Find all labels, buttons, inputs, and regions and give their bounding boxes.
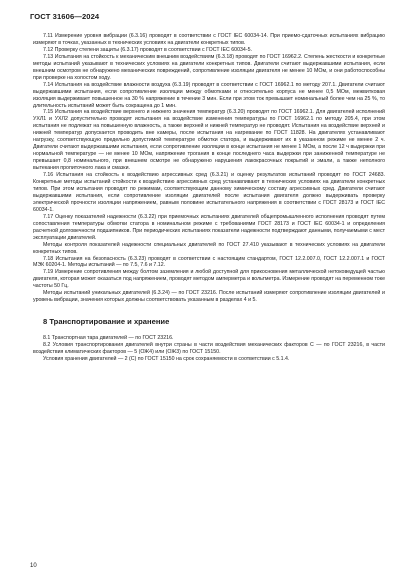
- paragraph: 7.16 Испытания на стойкость к воздействию агрессивных сред (6.3.21) и оценку результатов испытаний проводят по ГОСТ 24683. Конкретные методы испытаний стойкости к воздействию агрессивных сред устанавливают в технических условиях на двигатели конкретных типов. При этом испытания проводят по режимам, соответствующим данному химическому составу агрессивных сред. Двигатели считают выдержавшими испытания, если сопротивление изоляции двигателей после испытания двигателя должно выдерживать проверку электрической прочности изоляции напряжением, равным половине испытательного напряжения в соответствии с ГОСТ 28173 и ГОСТ IEC 60034-1.: [33, 172, 385, 213]
- paragraph: 7.13 Испытания на стойкость к механическим внешним воздействиям (6.3.18) проводят по ГОСТ 16962.2. Степень жесткости и конкретные методы испытаний указывают в технических условиях на двигатели конкретных типов. Двигатели считают выдержавшими испытания, если внешним осмотром не обнаружено механических повреждений, сопротивление изоляции двигателя не менее 10 МОм, и они работоспособны при проверке на холостом ходу.: [33, 53, 385, 81]
- paragraph: Методы испытаний уникальных двигателей (6.3.24) — по ГОСТ 23216. После испытаний измеряют сопротивление изоляции двигателей и уровень вибрации, значения которых должны соответствовать указанным в разделах 4 и 5.: [33, 290, 385, 304]
- section-8-body: [33, 335, 385, 363]
- paragraph: 7.15 Испытания на воздействие верхнего и нижнего значения температур (6.3.20) проводят по ГОСТ 16962.1. Для двигателей исполнений УХЛ1 и УХЛ2 допустительно проводят испытания на воздействие изменения температуры по ГОСТ 16962.1 по методу 205.4, при этом испытания не подлежат на повышенную влажность, а также верхней и нижней температур не проводят. Испытания на воздействие верхней и нижней температур допускается проводить вне камеры, после испытания на нагревание по ГОСТ 11828. На двигателях устанавливают нагрузку, соответствующую предельно допустимой температуре обмотки статора, и выдерживают их в указанном режиме не менее 2 ч. Двигатели считают выдержавшими испытания, если сопротивление изоляции в конце испытания не менее 1 МОм, а после 12 ч выдержки при нормальной температуре — не менее 10 МОм, напряжение трогания в конце последнего часа выдержки при заниженной температуре не превышает 0,8 номинального, при внешнем осмотре не обнаружено нарушения лакокрасочных покрытий и эмали, а также неполного вытекания пропиточного лака и смазки.: [33, 109, 385, 172]
- standard-header: ГОСТ 31606—2024: [30, 12, 100, 21]
- paragraph: 7.17 Оценку показателей надежности (6.3.22) при приемочных испытаниях двигателей общепромышленного исполнения проводят путем сопоставления температуры обмотки статора в номинальном режиме с требованиями ГОСТ 28173 и ГОСТ IEC 60034-1 и определения расчетной долговечности подшипников. При периодических испытаниях показатели надежности подтверждают данными, получаемыми с мест эксплуатации двигателей.: [33, 213, 385, 241]
- paragraph: 8.2 Условия транспортирования двигателей внутри страны в части воздействия механических факторов С — по ГОСТ 23216, в части воздействия климатических факторов — 5 (ОЖ4) или (ОЖ3) по ГОСТ 15150.: [33, 342, 385, 356]
- page-number: 10: [30, 563, 37, 569]
- paragraph: Условия хранения двигателей — 2 (С) по ГОСТ 15150 на срок сохраняемости в соответствии с 5.1.4.: [43, 356, 290, 363]
- paragraph: 7.19 Измерение сопротивления между болтом заземления и любой доступной для прикосновения металлической нетоковедущей частью двигателя, которая может оказаться под напряжением, проводят методом амперметра и вольтметра. Измерение проводят на переменном токе частоты 50 Гц.: [33, 269, 385, 290]
- section-7-body: [33, 33, 385, 304]
- paragraph: 7.12 Проверку степени защиты (6.3.17) проводят в соответствии с ГОСТ IEC 60034-5.: [43, 46, 252, 53]
- paragraph: Методы контроля показателей надежности специальных двигателей по ГОСТ 27.410 указывают в технических условиях на двигатели конкретных типов.: [33, 241, 385, 255]
- paragraph: 8.1 Транспортная тара двигателей — по ГОСТ 23216.: [43, 335, 174, 342]
- section-8-title: 8 Транспортирование и хранение: [43, 317, 170, 327]
- paragraph: 7.14 Испытания на воздействие влажности воздуха (6.3.19) проводят в соответствии с ГОСТ 16962.1 по методу 207.1. Двигатели считают выдержавшими испытания, если сопротивление изоляции между обмотками и относительно корпуса не менее 0,5 МОм, межвитковая изоляция выдерживает повышенное на 30 % напряжение в течение 3 мин. Если при этом ток превышает номинальный более чем на 25 %, то длительность испытаний может быть сокращена до 1 мин.: [33, 81, 385, 109]
- paragraph: 7.18 Испытания на безопасность (6.3.23) проводят в соответствии с настоящим стандартом, ГОСТ 12.2.007.0, ГОСТ 12.2.007.1 и ГОСТ МЭК 60204-1. Методы испытаний — по 7.5, 7.6 и 7.12.: [33, 255, 385, 269]
- paragraph: 7.11 Измерение уровня вибрации (6.3.16) проводят в соответствии с ГОСТ IEC 60034-14. При приемо-сдаточных испытаниях вибрацию измеряют в точках, указанных в технических условиях на двигатели конкретных типов.: [33, 33, 385, 46]
